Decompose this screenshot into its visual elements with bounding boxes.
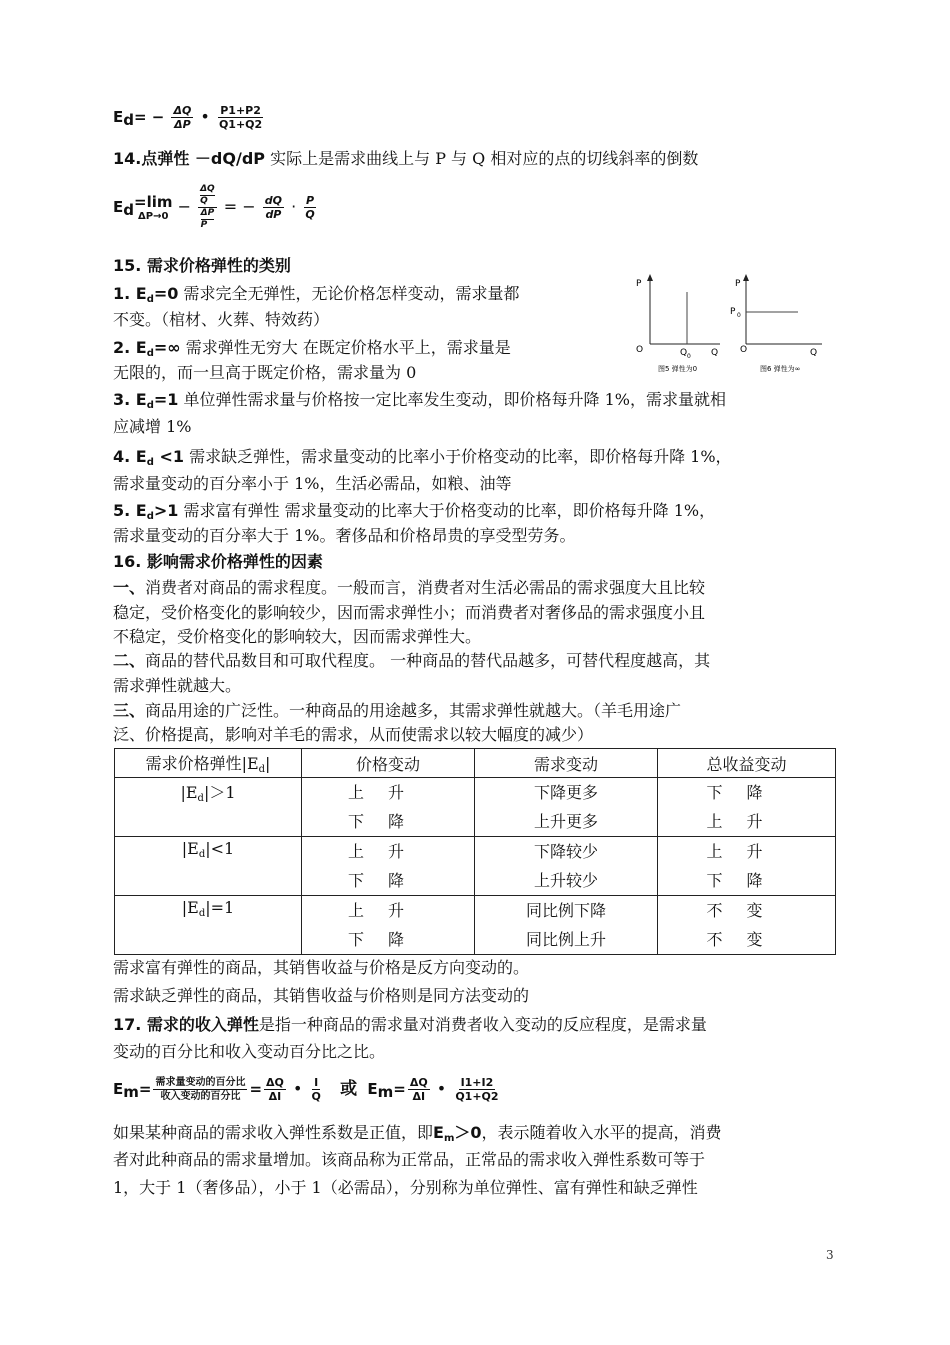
category-5: 5. $E_d>1$ 需求富有弹性 需求量变动的比率大于价格变动的比率，即价格每升降 1%， xyxy=(113,501,716,522)
fraction: $\frac{\Delta Q}{\Delta I}$ xyxy=(409,1076,428,1103)
graph-zero-elasticity xyxy=(628,272,724,376)
category-3: 3. $E_d=1$ 单位弹性需求量与价格按一定比率发生变动，即价格每升降 1%，需求量就相 xyxy=(113,390,726,411)
svg-text:0: 0 xyxy=(687,353,691,360)
note-elastic-revenue: 需求富有弹性的商品，其销售收益与价格是反方向变动的。 xyxy=(113,958,530,977)
category-4: 4. $E_d <1$ 需求缺乏弹性，需求量变动的比率小于价格变动的比率，即价格每升降 1%， xyxy=(113,447,732,468)
elasticity-revenue-table xyxy=(114,748,836,955)
note-inelastic-revenue: 需求缺乏弹性的商品，其销售收益与价格则是同方法变动的 xyxy=(113,986,530,1005)
header-demand-change: 需求变动 xyxy=(475,749,658,778)
svg-text:O: O xyxy=(636,345,644,355)
income-paragraph: 如果某种商品的需求收入弹性系数是正值，即$E_m>0$，表示随着收入水平的提高，消费 xyxy=(113,1123,722,1144)
item-16-title: 16. 影响需求价格弹性的因素 xyxy=(113,552,323,571)
svg-text:Q: Q xyxy=(711,348,719,358)
fraction: $\frac{\Delta Q}{\Delta P}$ xyxy=(173,104,192,131)
formula-income-elasticity: Em= $\frac{\text{需求量变动的百分比}}{\text{收入变动的百分比}}$ = $\frac{\Delta Q}{\Delta I}$ • $\frac{I}{Q}$ 或 Em= $\frac{\Delta Q}{\Delta I}$ • $\frac{I1+I2}{Q1+Q2}$ xyxy=(113,1076,499,1103)
svg-text:Q: Q xyxy=(810,348,818,358)
svg-text:P: P xyxy=(730,307,736,317)
fraction: $\frac{\Delta Q}{\Delta I}$ xyxy=(266,1076,284,1103)
fraction: $\frac{I1+I2}{Q1+Q2}$ xyxy=(455,1076,499,1103)
fraction: $\frac{P1+P2}{Q1+Q2}$ xyxy=(218,104,263,131)
table-row: $|E_d|=1$ 上升 下降 同比例下降 同比例上升 不变 不变 xyxy=(115,896,836,955)
item-15-title: 15. 需求价格弹性的类别 xyxy=(113,256,291,275)
header-price-change: 价格变动 xyxy=(302,749,475,778)
formula-arc-elasticity: Ed= − $\frac{\Delta Q}{\Delta P}$ • $\frac{P1+P2}{Q1+Q2}$ xyxy=(113,104,263,131)
svg-text:0: 0 xyxy=(737,312,741,319)
fraction: $\frac{dQ}{dP}$ xyxy=(264,194,283,221)
elasticity-cell: $|E_d|<1$ xyxy=(115,837,302,896)
word-fraction: $\frac{\text{需求量变动的百分比}}{\text{收入变动的百分比}}$ xyxy=(155,1077,246,1102)
svg-text:P: P xyxy=(636,279,642,289)
fraction: $\frac{P}{Q}$ xyxy=(305,194,315,221)
svg-text:O: O xyxy=(740,345,748,355)
table-header-row xyxy=(115,749,836,778)
formula-point-elasticity: Ed =lim ΔP→0 − ΔQ Q ΔP P = − $\frac{dQ}{dP}$ · $\frac{P}{Q}$ xyxy=(113,184,315,230)
document-page: Ed= − $\frac{\Delta Q}{\Delta P}$ • $\frac{P1+P2}{Q1+Q2}$ 14.点弹性 －dQ/dP 实际上是需求曲线上与 P 与 Q 相对应的点的切线斜率的倒数 Ed =lim ΔP→0 − ΔQ Q ΔP P = − $\frac{dQ}{dP}$ · $\frac{P}{Q}$ 15. 需求价格弹性的类别 1. $E_d=0$ 需求完全无弹性，无论价格怎样变动，需求量都 不变。（棺材、火葬、特效药） 2. $E_d=\infty$ 需求弹性无穷大 在既定价格水平上，需求量是 无限的，而一旦高于既定价格，需求量为 0 P O Q 0 Q 图5 弹性为0 P P 0 O Q 图6 弹性为∞ 3. $E_d=1$ 单位弹性需求量与价格按一定比率发生变动，即价格每升降 1%，需求量就相 应减增 1% 4. $E_d <1$ 需求缺乏弹性，需求量变动的比率小于价格变动的比率，即价格每升降 1%， 需求量变动的百分率小于 1%，生活必需品，如粮、油等 5. $E_d>1$ 需求富有弹性 需求量变动的比率大于价格变动的比率，即价格每升降 1%， 需求量变动的百分率大于 1%。奢侈品和价格昂贵的享受型劳务。 16. 影响需求价格弹性的因素 一、消费者对商品的需求程度。一般而言，消费者对生活必需品的需求强度大且比较 稳定，受价格变化的影响较少，因而需求弹性小；而消费者对奢侈品的需求强度小且 不稳定，受价格变化的影响较大，因而需求弹性大。 二、商品的替代品数目和可取代程度。 一种商品的替代品越多，可替代程度越高，其 需求弹性就越大。 三、商品用途的广泛性。一种商品的用途越多，其需求弹性就越大。（羊毛用途广 泛、价格提高，影响对羊毛的需求，从而使需求以较大幅度的减少） 需求价格弹性$|E_d|$ 价格变动 需求变动 总收益变动 $|E_d|>1$ 上升 下降 下降更多 上升更多 下降 上升 $|E_d|<1$ 上升 下降 下降较少 上升较少 上升 下降 $|E_d|=1$ 上升 下降 同比例下降 同比例上升 不变 不变 需求富有弹性的商品，其销售收益与价格是反方向变动的。 需求缺乏弹性的商品，其销售收益与价格则是同方法变动的 17. 需求的收入弹性是指一种商品的需求量对消费者收入变动的反应程度，是需求量 变动的百分比和收入变动百分比之比。 Em= $\frac{\text{需求量变动的百分比}}{\text{收入变动的百分比}}$ = $\frac{\Delta Q}{\Delta I}$ • $\frac{I}{Q}$ 或 Em= $\frac{\Delta Q}{\Delta I}$ • $\frac{I1+I2}{Q1+Q2}$ 如果某种商品的需求收入弹性系数是正值，即$E_m>0$，表示随着收入水平的提高，消费 者对此种商品的需求量增加。该商品称为正常品，正常品的需求收入弹性系数可等于 1，大于 1（奢侈品），小于 1（必需品），分别称为单位弹性、富有弹性和缺乏弹性 3 xyxy=(0,0,950,1345)
category-2: 2. $E_d=\infty$ 需求弹性无穷大 在既定价格水平上，需求量是 xyxy=(113,338,511,359)
table-row: $|E_d|<1$ 上升 下降 下降较少 上升较少 上升 下降 xyxy=(115,837,836,896)
svg-text:图5 弹性为0: 图5 弹性为0 xyxy=(658,365,698,373)
item-14: 14.点弹性 －dQ/dP 实际上是需求曲线上与 P 与 Q 相对应的点的切线斜率的倒数 xyxy=(113,149,699,168)
item-17: 17. 需求的收入弹性是指一种商品的需求量对消费者收入变动的反应程度，是需求量 xyxy=(113,1015,707,1034)
elasticity-cell: $|E_d|>1$ xyxy=(115,778,302,837)
header-elasticity: 需求价格弹性$|E_d|$ xyxy=(115,749,302,778)
factor-1: 一、消费者对商品的需求程度。一般而言，消费者对生活必需品的需求强度大且比较 xyxy=(113,578,706,597)
nested-fraction: ΔQ Q ΔP P xyxy=(200,184,215,230)
page-number: 3 xyxy=(826,1248,834,1262)
svg-text:Q: Q xyxy=(680,348,688,358)
table-row: $|E_d|>1$ 上升 下降 下降更多 上升更多 下降 上升 xyxy=(115,778,836,837)
arrow-up-icon xyxy=(647,274,653,281)
factor-2: 二、商品的替代品数目和可取代程度。 一种商品的替代品越多，可替代程度越高，其 xyxy=(113,651,711,670)
elasticity-cell: $|E_d|=1$ xyxy=(115,896,302,955)
category-1: 1. $E_d=0$ 需求完全无弹性，无论价格怎样变动，需求量都 xyxy=(113,284,520,305)
graph-infinite-elasticity xyxy=(726,272,826,376)
factor-3: 三、商品用途的广泛性。一种商品的用途越多，其需求弹性就越大。（羊毛用途广 xyxy=(113,701,682,720)
svg-text:图6 弹性为∞: 图6 弹性为∞ xyxy=(760,365,801,373)
svg-text:P: P xyxy=(735,279,741,289)
header-revenue-change: 总收益变动 xyxy=(658,749,836,778)
arrow-up-icon xyxy=(743,274,749,281)
fraction: $\frac{I}{Q}$ xyxy=(311,1076,321,1103)
